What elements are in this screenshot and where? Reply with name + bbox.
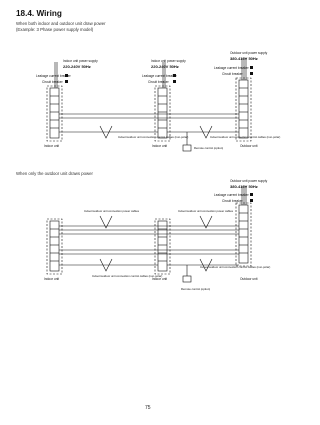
outdoor-unit-2-box [236,203,251,266]
caption-both-power: When both indoor and outdoor unit draw power [16,21,106,26]
indoor-unit-4-terminal-block [158,221,167,271]
outdoor-unit-label-2: Outdoor unit [240,277,258,281]
indoor-unit-1-box [47,86,62,141]
circuit-breaker-label-1: Circuit breaker [42,80,63,84]
indoor-unit-3-box [47,219,62,274]
outdoor-supply-label-2: Outdoor unit power supply [230,179,268,183]
indoor-supply-voltage-2: 220-240V 50Hz [151,64,179,69]
circuit-breaker-icon [250,72,253,75]
leakage-breaker-label-3: Leakage current breaker [214,66,249,70]
outdoor-supply-voltage-1: 380-415V 50Hz [230,56,258,61]
leakage-breaker-label-1: Leakage current breaker [36,74,71,78]
circuit-breaker-label-3: Circuit breaker [222,72,243,76]
indoor-supply-voltage-1: 220-240V 50Hz [63,64,91,69]
outdoor-unit-terminal-block [239,80,248,138]
remote-control-label-2: Remote control (option) [181,287,211,291]
outdoor-supply-voltage-2: 380-415V 50Hz [230,184,258,189]
indoor-unit-1-terminal-block [50,88,59,138]
indoor-supply-label-1: Indoor unit power supply [63,59,98,63]
indoor-unit-label-2: Indoor unit [152,144,168,148]
indoor-supply-label-2: Indoor unit power supply [151,59,186,63]
leakage-breaker-icon [250,66,253,69]
control-cable-label-3: Indoor/outdoor unit connection control cables (non-polar) [92,274,163,278]
indoor-unit-2-box [155,86,170,141]
control-cable-label-1: Indoor/outdoor unit connection control cables (non-polar) [118,135,189,139]
circuit-breaker-label-4: Circuit breaker [222,199,243,203]
remote-control-1 [183,145,191,151]
control-cable-label-2: Indoor/outdoor unit connection control cables (non-polar) [210,135,281,139]
circuit-breaker-label-2: Circuit breaker [148,80,169,84]
section-title: 18.4. Wiring [16,9,62,18]
caption-outdoor-only: When only the outdoor unit draws power [16,171,93,176]
power-cable-label-1: Indoor/outdoor unit connection power cables [84,209,140,213]
leakage-breaker-icon [250,193,253,196]
leakage-breaker-label-4: Leakage current breaker [214,193,249,197]
circuit-breaker-icon [250,199,253,202]
indoor-unit-label-3: Indoor unit [44,277,60,281]
indoor-unit-3-terminal-block [50,221,59,271]
page-number: 75 [145,405,151,411]
outdoor-unit-2-terminal-block [239,205,248,263]
outdoor-unit-label-1: Outdoor unit [240,144,258,148]
remote-control-2 [183,276,191,282]
leakage-breaker-label-2: Leakage current breaker [142,74,177,78]
indoor-unit-label-4: Indoor unit [152,277,168,281]
caption-example: (Example: 3 Phase power supply model) [16,27,94,32]
outdoor-supply-label-1: Outdoor unit power supply [230,51,268,55]
power-cable-label-2: Indoor/outdoor unit connection power cables [178,209,234,213]
control-cable-label-4: Indoor/outdoor unit connection control cables (non-polar) [200,265,271,269]
circuit-breaker-icon [173,80,176,83]
indoor-unit-label-1: Indoor unit [44,144,60,148]
circuit-breaker-icon [65,80,68,83]
indoor-unit-2-terminal-block [158,88,167,138]
outdoor-unit-box [236,78,251,141]
remote-control-label-1: Remote control (option) [194,146,224,150]
indoor-unit-4-box [155,219,170,274]
